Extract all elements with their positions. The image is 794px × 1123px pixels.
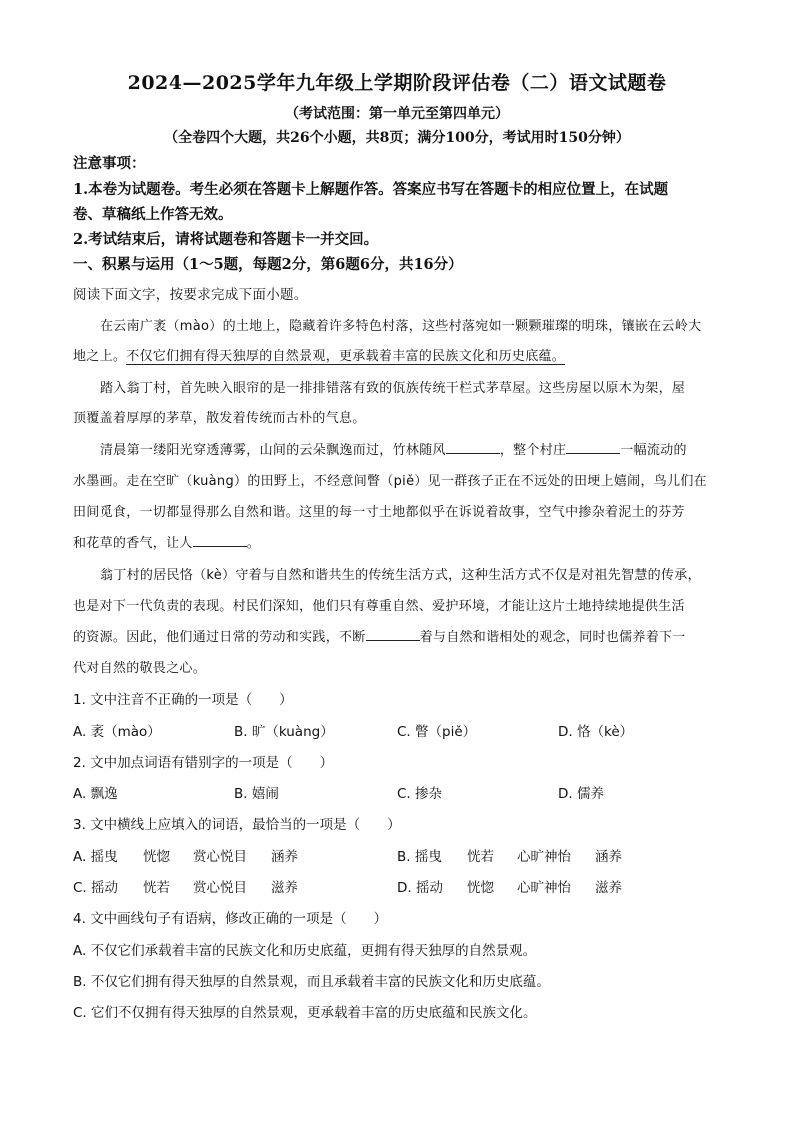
exam-scope: （考试范围：第一单元至第四单元） bbox=[285, 106, 509, 122]
question-1-option-d[interactable]: D. 恪（kè） bbox=[558, 724, 634, 740]
option-word: 滋养 bbox=[271, 880, 298, 896]
answer-blank-2 bbox=[566, 441, 620, 454]
question-4-option-b[interactable]: B. 不仅它们拥有得天独厚的自然景观，而且承载着丰富的民族文化和历史底蕴。 bbox=[73, 974, 550, 990]
question-3-option-c[interactable] bbox=[73, 876, 298, 896]
passage-p2-line1: 踏入翁丁村，首先映入眼帘的是一排排错落有致的佤族传统干栏式茅草屋。这些房屋以原木为架，屋 bbox=[100, 381, 686, 396]
question-1-option-b[interactable]: B. 旷（kuàng） bbox=[234, 724, 334, 740]
passage-text: 和花草的香气，让人 bbox=[73, 536, 193, 551]
option-word: 恍若 bbox=[467, 849, 494, 865]
passage-text: 地之上。 bbox=[73, 349, 127, 364]
option-word: 滋养 bbox=[595, 880, 622, 896]
passage-p4-line1: 翁丁村的居民恪（kè）守着与自然和谐共生的传统生活方式，这种生活方式不仅是对祖先智慧的传承， bbox=[100, 568, 701, 583]
question-1-option-a[interactable]: A. 袤（mào） bbox=[73, 724, 161, 740]
option-word: B. 摇曳 bbox=[397, 849, 442, 865]
option-word: 恍惚 bbox=[143, 849, 170, 865]
question-3-option-a[interactable] bbox=[73, 845, 298, 865]
question-2-option-c[interactable]: C. 掺杂 bbox=[397, 786, 443, 802]
option-word: 涵养 bbox=[595, 849, 622, 865]
question-4-option-a[interactable]: A. 不仅它们承载着丰富的民族文化和历史底蕴，更拥有得天独厚的自然景观。 bbox=[73, 943, 537, 959]
passage-p1-line1: 在云南广袤（mào）的土地上，隐藏着许多特色村落，这些村落宛如一颗颗璀璨的明珠，镶嵌在云岭大 bbox=[100, 319, 702, 334]
question-2-option-d[interactable]: D. 儒养 bbox=[558, 786, 604, 802]
page-title: 2024—2025学年九年级上学期阶段评估卷（二）语文试题卷 bbox=[127, 72, 667, 94]
question-2-option-b[interactable]: B. 嬉闹 bbox=[234, 786, 279, 802]
passage-p4-line3 bbox=[73, 626, 686, 645]
notes-heading: 注意事项： bbox=[73, 155, 146, 172]
option-word: 恍惚 bbox=[467, 880, 494, 896]
notes-item-1b: 卷、草稿纸上作答无效。 bbox=[73, 206, 233, 223]
passage-text: 。 bbox=[246, 536, 261, 551]
question-2-stem: 2. 文中加点词语有错别字的一项是（ ） bbox=[73, 755, 334, 771]
question-1-option-c[interactable]: C. 瞥（piě） bbox=[397, 724, 477, 740]
passage-p1-line2 bbox=[73, 345, 565, 364]
option-word: 赏心悦目 bbox=[193, 849, 247, 865]
question-3-option-d[interactable] bbox=[397, 876, 622, 896]
notes-item-2: 2.考试结束后，请将试题卷和答题卡一并交回。 bbox=[73, 231, 379, 248]
passage-text: 的资源。因此，他们通过日常的劳动和实践，不断 bbox=[73, 630, 366, 645]
section-1-heading: 一、积累与运用（1～5题，每题2分，第6题6分，共16分） bbox=[73, 256, 463, 273]
option-word: 赏心悦目 bbox=[193, 880, 247, 896]
question-1-stem: 1. 文中注音不正确的一项是（ ） bbox=[73, 692, 293, 708]
passage-p3-line1 bbox=[100, 439, 687, 458]
question-4-option-c[interactable]: C. 它们不仅拥有得天独厚的自然景观，更承载着丰富的历史底蕴和民族文化。 bbox=[73, 1005, 537, 1021]
answer-blank-1 bbox=[446, 441, 500, 454]
passage-p4-line4: 代对自然的敬畏之心。 bbox=[73, 661, 207, 676]
option-word: D. 摇动 bbox=[397, 880, 443, 896]
option-word: A. 摇曳 bbox=[73, 849, 118, 865]
passage-p3-line2: 水墨画。走在空旷（kuàng）的田野上，不经意间瞥（piě）见一群孩子正在不远处的田埂上嬉闹，鸟儿们在 bbox=[73, 474, 707, 489]
passage-text: ，整个村庄 bbox=[499, 443, 567, 458]
question-2-option-a[interactable]: A. 飘逸 bbox=[73, 786, 118, 802]
answer-blank-3 bbox=[193, 534, 247, 547]
notes-item-1a: 1.本卷为试题卷。考生必须在答题卡上解题作答。答案应书写在答题卡的相应位置上，在试题 bbox=[73, 181, 669, 198]
question-4-stem: 4. 文中画线句子有语病，修改正确的一项是（ ） bbox=[73, 911, 388, 927]
passage-text: 一幅流动的 bbox=[620, 443, 687, 458]
passage-p3-line4 bbox=[73, 532, 260, 551]
option-word: 恍若 bbox=[143, 880, 170, 896]
question-3-stem: 3. 文中横线上应填入的词语，最恰当的一项是（ ） bbox=[73, 817, 401, 833]
passage-p3-line3: 田间觅食，一切都显得那么自然和谐。这里的每一寸土地都似乎在诉说着故事，空气中掺杂着泥土的芬芳 bbox=[73, 505, 685, 520]
question-3-option-b[interactable] bbox=[397, 845, 622, 865]
exam-info: （全卷四个大题，共26个小题，共8页；满分100分，考试用时150分钟） bbox=[164, 130, 630, 146]
option-word: C. 摇动 bbox=[73, 880, 119, 896]
option-word: 心旷神怡 bbox=[517, 849, 571, 865]
passage-text: 着与自然和谐相处的观念，同时也儒养着下一 bbox=[419, 630, 686, 645]
passage-p4-line2: 也是对下一代负责的表现。村民们深知，他们只有尊重自然、爱护环境，才能让这片土地持续地提供生活 bbox=[73, 599, 685, 614]
underlined-sentence: 不仅它们拥有得天独厚的自然景观，更承载着丰富的民族文化和历史底蕴。 bbox=[126, 349, 566, 364]
passage-text: 清晨第一缕阳光穿透薄雾，山间的云朵飘逸而过，竹林随风 bbox=[100, 443, 446, 458]
answer-blank-4 bbox=[366, 628, 420, 641]
section-1-intro: 阅读下面文字，按要求完成下面小题。 bbox=[73, 287, 308, 303]
passage-p2-line2: 顶覆盖着厚厚的茅草，散发着传统而古朴的气息。 bbox=[73, 411, 366, 426]
option-word: 涵养 bbox=[271, 849, 298, 865]
option-word: 心旷神怡 bbox=[517, 880, 571, 896]
